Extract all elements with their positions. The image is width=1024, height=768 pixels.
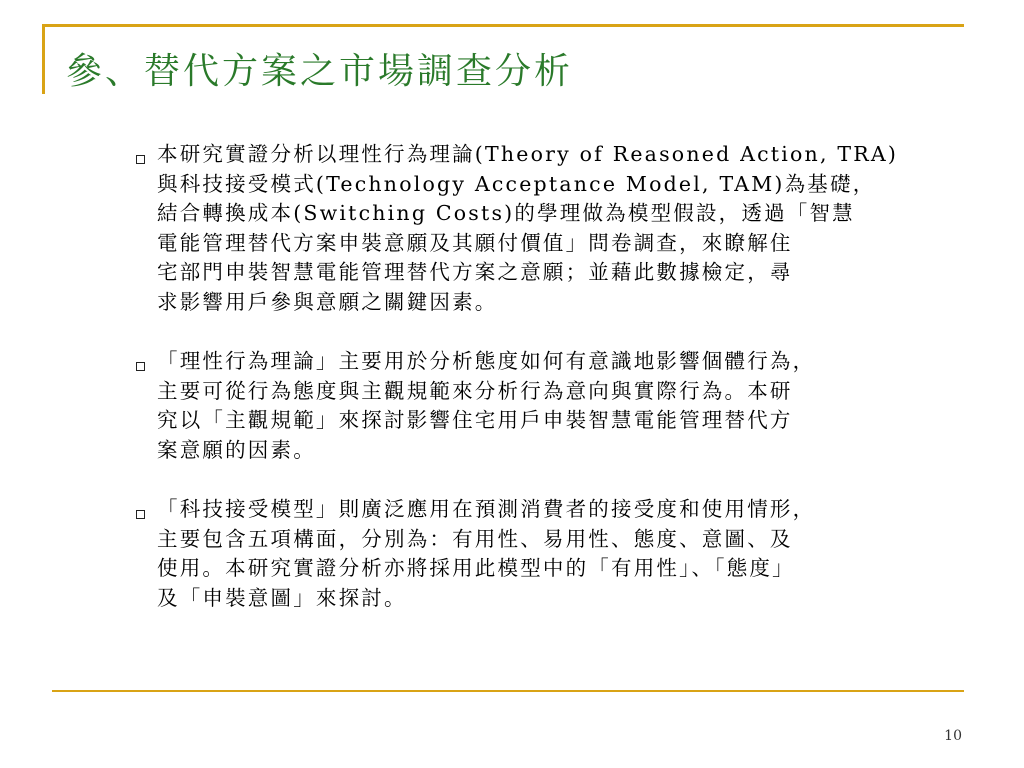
bullet-text: 本研究實證分析以理性行為理論(Theory of Reasoned Action, TRA) 與科技接受模式(Technology Acceptance Model, TAM)為基礎， 結合轉換成本(Switching Costs)的學理做為模型假設，透過「智慧 電能管理替代方案申裝意願及其願付價值」問卷調查，來瞭解住 宅部門申裝智慧電能管理替代方案之意願；並藉此數據檢定，尋 求影響用戶參與意願之關鍵因素。: [157, 142, 899, 314]
bullet-item: [130, 140, 1000, 317]
square-bullet-icon: [136, 155, 145, 164]
bullet-item: [130, 495, 1000, 613]
top-rule: [42, 24, 964, 27]
square-bullet-icon: [136, 362, 145, 371]
left-rule: [42, 24, 45, 94]
bullet-item: [130, 347, 1000, 465]
bullet-list: [130, 140, 1000, 643]
bottom-rule: [52, 690, 964, 692]
bullet-text: 「科技接受模型」則廣泛應用在預測消費者的接受度和使用情形， 主要包含五項構面，分別為：有用性、易用性、態度、意圖、及 使用。本研究實證分析亦將採用此模型中的「有用性」、「態度」 及「申裝意圖」來探討。: [157, 497, 816, 610]
slide-title: 參、替代方案之市場調查分析: [66, 51, 574, 92]
square-bullet-icon: [136, 510, 145, 519]
page-number: 10: [944, 728, 962, 744]
bullet-text: 「理性行為理論」主要用於分析態度如何有意識地影響個體行為， 主要可從行為態度與主觀規範來分析行為意向與實際行為。本研 究以「主觀規範」來探討影響住宅用戶申裝智慧電能管理替代方 案意願的因素。: [157, 349, 816, 462]
